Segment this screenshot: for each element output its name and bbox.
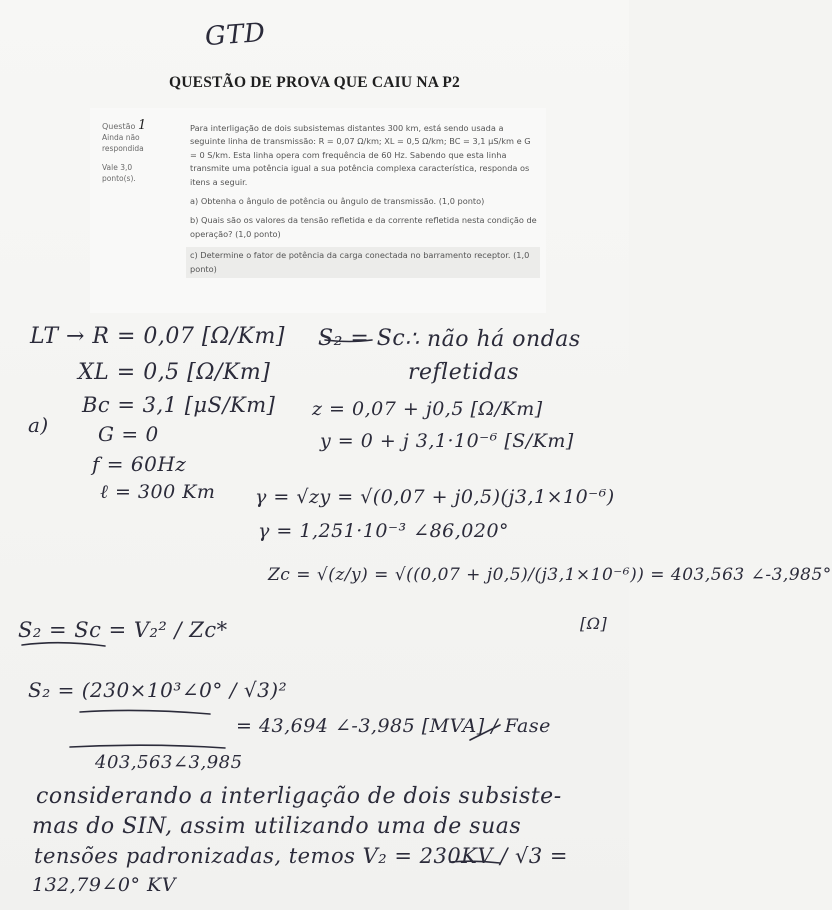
- hw-consideration-line3: tensões padronizadas, temos V₂ = 230KV / √3 =: [34, 844, 568, 868]
- question-status-line2: respondida: [102, 144, 144, 153]
- hw-underline-s2sc: [325, 340, 372, 342]
- question-number-value: 1: [137, 118, 147, 133]
- hw-lt-r: LT → R = 0,07 [Ω/Km]: [30, 324, 285, 349]
- hw-nao-ha-ondas: ∴ não há ondas: [405, 327, 581, 352]
- hw-slash-fase: [470, 725, 500, 740]
- hw-zc-equation: Zc = √(z/y) = √((0,07 + j0,5)/(j3,1×10⁻⁶)) = 403,563 ∠-3,985°: [268, 565, 832, 585]
- hw-y-line: y = 0 + j 3,1·10⁻⁶ [S/Km]: [320, 430, 574, 452]
- question-value-line2: ponto(s).: [102, 174, 136, 183]
- question-item-c: c) Determine o fator de potência da carga conectada no barramento receptor. (1,0 ponto): [186, 247, 540, 278]
- hw-s2-equation: S₂ = Sc = V₂² / Zc*: [18, 618, 228, 642]
- hw-s2-denominator: 403,563∠3,985: [95, 752, 243, 773]
- hw-fraction-bar-s2-expanded: [80, 710, 210, 714]
- hw-consideration-line4: 132,79∠0° KV: [32, 874, 176, 896]
- header-handwritten-mark: GTD: [204, 17, 267, 53]
- hw-xl: XL = 0,5 [Ω/Km]: [78, 360, 271, 385]
- question-status-line1: Ainda não: [102, 133, 140, 142]
- hw-refletidas: refletidas: [408, 360, 520, 385]
- question-item-b: b) Quais são os valores da tensão refletida e da corrente refletida nesta condição de operação? (1,0 ponto): [190, 215, 537, 239]
- hw-s2-expanded: S₂ = (230×10³∠0° / √3)²: [28, 678, 288, 702]
- hw-gamma-equation: γ = √zy = √(0,07 + j0,5)(j3,1×10⁻⁶): [255, 486, 615, 508]
- hw-f-line: f = 60Hz: [92, 452, 187, 476]
- question-statement: Para interligação de dois subsistemas distantes 300 km, está sendo usada a seguinte linha de transmissão: R = 0,07 Ω/km; XL = 0,5 Ω/km; BC = 3,1 μS/km e G = 0 S/km. Esta linha opera com frequência de 60 Hz. Sabendo que esta linha transmite uma potência igual a sua potência complexa característica, responda os itens a seguir.: [190, 123, 531, 187]
- hw-item-a-label: a): [28, 413, 49, 437]
- hw-fraction-bar-main: [70, 745, 225, 748]
- hw-s2-sc: S₂ = Sc: [318, 326, 406, 351]
- hw-z-line: z = 0,07 + j0,5 [Ω/Km]: [312, 398, 543, 420]
- hw-fraction-bar-v2: [450, 861, 500, 863]
- hw-g-line: G = 0: [98, 422, 159, 446]
- hw-zc-unit: [Ω]: [580, 614, 608, 633]
- hw-l-line: ℓ = 300 Km: [100, 481, 216, 503]
- hw-bc: Bc = 3,1 [μS/Km]: [82, 393, 276, 417]
- hw-consideration-line2: mas do SIN, assim utilizando uma de suas: [32, 814, 522, 839]
- question-number-label: Questão: [102, 122, 136, 131]
- page-title: QUESTÃO DE PROVA QUE CAIU NA P2: [169, 74, 460, 91]
- hw-gamma-value: γ = 1,251·10⁻³ ∠86,020°: [258, 520, 510, 542]
- question-value-line1: Vale 3,0: [102, 163, 133, 172]
- question-item-a: a) Obtenha o ângulo de potência ou ângulo de transmissão. (1,0 ponto): [190, 196, 485, 207]
- hw-consideration-line1: considerando a interligação de dois subsiste-: [36, 784, 562, 809]
- hw-fraction-bar-s2: [22, 643, 105, 646]
- hw-s2-result: = 43,694 ∠-3,985 [MVA] / Fase: [236, 715, 551, 737]
